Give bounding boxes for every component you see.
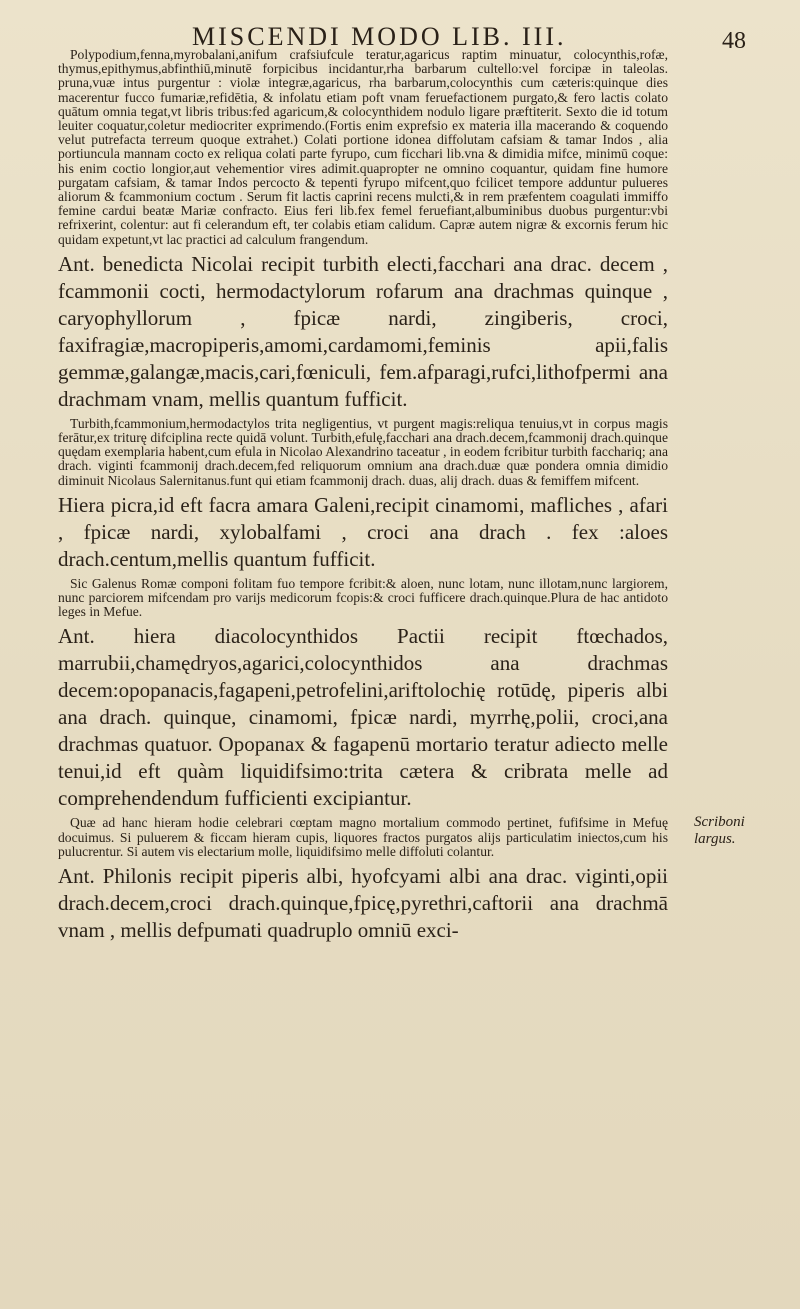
paragraph-mesue-commentary: Quæ ad hanc hieram hodie celebrari cœptam magno mortalium commodo pertinet, fufifsime in Mefuę docuimus. Si puluerem & ficcam hieram cupis, liquores fractos purgatos alijs particulatim iniectos,cum his pulucrentur. Si autem vis electarium molle, liquidifsimo melle diffoluti colantur. [58, 815, 668, 859]
margin-note: Scriboni largus. [694, 814, 745, 847]
paragraph-hiera-diacolocynthidos: Ant. hiera diacolocynthidos Pactii recipit ftœchados, marrubii,chamędryos,agarici,colocynthidos ana drachmas decem:opopanacis,fagapeni,petrofelini,ariftolochię rotūdę, piperis albi ana drach. quinque, cinamomi, fpicæ nardi, myrrhę,polii, croci,ana drachmas quatuor. Opopanax & fagapenū mortario teratur adiecto melle tenui,id eft quàm liquidifsimo:trita cætera & cribrata melle ad comprehendendum fufficienti excipiantur. [58, 624, 668, 811]
paragraph-galen-commentary: Sic Galenus Romæ componi folitam fuo tempore fcribit:& aloen, nunc lotam, nunc illotam,nunc largiorem, nunc parciorem mifcendam pro varijs medicorum fcopis:& croci fufficere drach.quinque.Plura de hac antidoto leges in Mefue. [58, 575, 668, 620]
paragraph-antidote-philonis: Ant. Philonis recipit piperis albi, hyofcyami albi ana drac. viginti,opii drach.decem,croci drach.quinque,fpicę,pyrethri,caftorii ana drachmā vnam , mellis defpumati quadruplo omniū exci- [58, 864, 668, 943]
paragraph-preparation-notes: Polypodium,fenna,myrobalani,anifum crafsiufcule teratur,agaricus raptim minuatur, colocynthis,rofæ, thymus,epithymus,abfinthiū,minutē forpicibus incidantur,rha barbarum cultello:vel forcipæ in taleolas. pruna,vuæ intus purgentur : violæ integræ,agaricus, rha barbarum,colocynthis cum cæteris:quinque dies macerentur fucco fumariæ,refidētia, & infolatu etiam poft vnam feruefactionem purgato,& fero lactis colato quātum omnia tegat,vt libris tribus:fed agaricum,& colocynthidem nodulo ligare præftiterit. Sexto die id totum leuiter coquatur,coletur mediocriter exprimendo.(Fortis enim exprefsio ex materia illa macerando & coquendo velut putrefacta terreum quoque extrahet.) Colati portione idonea diffolutam cafsiam & tamar Indos , alia portiuncula mannam cocto ex reliqua colati parte fyrupo, cum ficchari lib.vna & dimidia mifce, minimū coque: his enim coctio longior,aut vehementior vires adimit.quapropter ne omnino coquantur, quidam fine humore purgatam cafsiam, & tamar Indos percocto & tepenti fyrupo mifcent,quo fcilicet tempore adduntur pulueres aliorum & fcammonium coctum . Serum fit lactis caprini recens mulcti,& in rem præfentem coagulati immiffo femine cardui beatæ Mariæ confracto. Eius feri lib.fex femel feruefiant,albuminibus duobus purgentur:vbi refrixerint, colentur: aut fi celerandum eft, ter colabis etiam calidum. Capræ autem nigræ & excornis ferum hic quidam expetunt,vt lac practici ad calculum frangendum. [58, 47, 668, 247]
paragraph-hiera-picra: Hiera picra,id eft facra amara Galeni,recipit cinamomi, mafliches , afari , fpicæ nardi, xylobalfami , croci ana drach . fex :aloes drach.centum,mellis quantum fufficit. [58, 492, 668, 571]
paragraph-turbith-commentary: Turbith,fcammonium,hermodactylos trita negligentius, vt purgent magis:reliqua tenuius,vt in corpus magis ferātur,ex triturę difciplina recte quidā volunt. Turbith,efulę,facchari ana drach.decem,fcammonij drach.quinque quędam exemplaria habent,cum efula in Nicolao Alexandrino taceatur , in eodem fcribitur turbith facchariq; ana drach. viginti fcammonij drach.decem,fed reliquorum omnium ana drach.duæ quæ pondera omnia dimidio diminuit Nicolaus Salernitanus.funt qui etiam fcammonij drach. duas, alij drach. duas & femiffem mifcent. [58, 415, 668, 488]
running-title: MISCENDI MODO LIB. III. [192, 22, 567, 51]
paragraph-antidote-benedicta: Ant. benedicta Nicolai recipit turbith electi,facchari ana drac. decem , fcammonii cocti, hermodactylorum rofarum ana drachmas quinque , caryophyllorum , fpicæ nardi, zingiberis, croci, faxifragiæ,macropiperis,amomi,cardamomi,feminis apii,falis gemmæ,galangæ,macis,cari,fœniculi, fem.afparagi,rufci,lithofpermi ana drachmam vnam, mellis quantum fufficit. [58, 251, 668, 411]
page-number: 48 [722, 28, 746, 54]
page-body [58, 48, 668, 948]
